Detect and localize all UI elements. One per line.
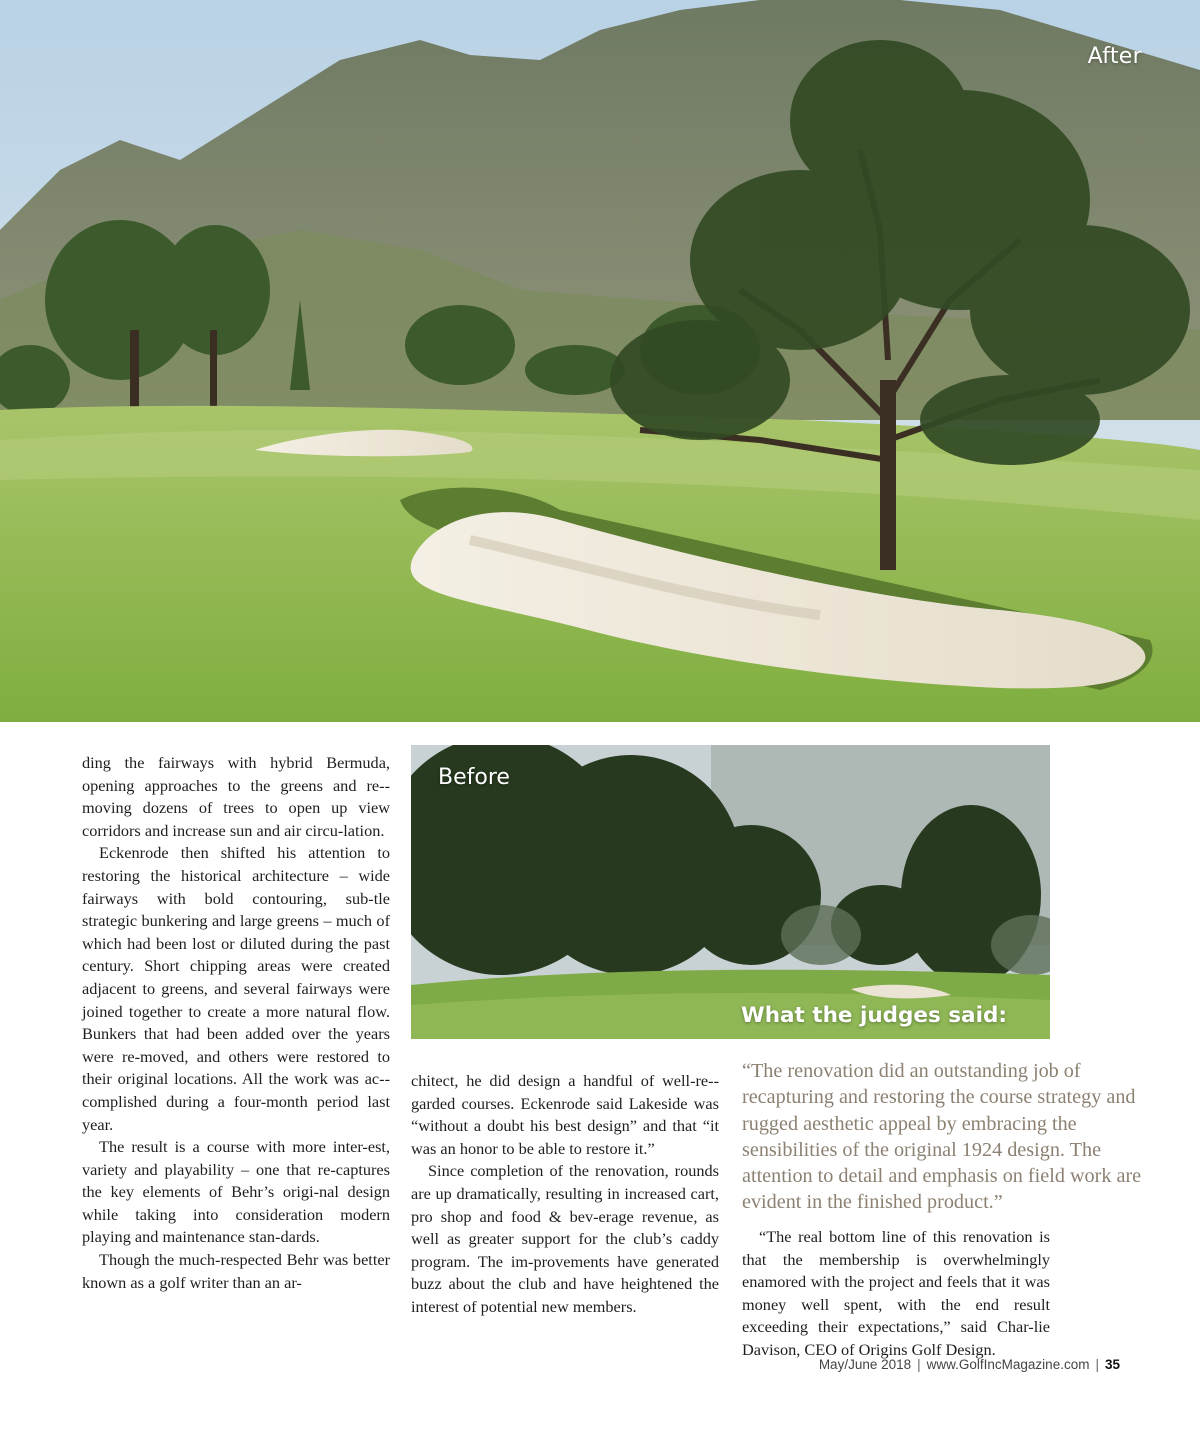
judges-pull-quote: “The renovation did an outstanding job of recapturing and restoring the course strategy and rugged aesthetic appeal by embracing the sensibilities of the original 1924 design. The attention to detail and emphasis on field work are evident in the finished product.” bbox=[742, 1060, 1142, 1214]
issue-date: May/June 2018 bbox=[818, 1357, 912, 1372]
article-column-1 bbox=[82, 752, 390, 1294]
after-label: After bbox=[1087, 44, 1142, 69]
footer-separator: | bbox=[1095, 1357, 1099, 1372]
website-link[interactable]: www.GolfIncMagazine.com bbox=[926, 1357, 1090, 1372]
footer-separator: | bbox=[917, 1357, 921, 1372]
paragraph: Since completion of the renovation, rounds are up dramatically, resulting in increased cart, pro shop and food & bev-erage revenue, as well as greater support for the club’s caddy program. The im-provements have generated buzz about the club and have heightened the interest of potential new members. bbox=[411, 1161, 719, 1316]
paragraph: Though the much-respected Behr was better known as a golf writer than an ar- bbox=[82, 1250, 390, 1292]
article-column-3: “The real bottom line of this renovation is that the membership is overwhelmingly enamored with the project and feels that it was money well spent, with the end result exceeding their expectations,” said Char-lie Davison, CEO of Origins Golf Design. bbox=[742, 1227, 1050, 1359]
paragraph: chitect, he did design a handful of well-re-garded courses. Eckenrode said Lakeside was “without a doubt his best design” and that “it was an honor to be able to restore it.” bbox=[411, 1071, 719, 1158]
judges-heading: What the judges said: bbox=[741, 1003, 1007, 1028]
before-photo bbox=[411, 745, 1050, 1039]
paragraph: The result is a course with more inter-est, variety and playability – one that re-captures the key elements of Behr’s origi-nal design while taking into consideration modern playing and maintenance stan-dards. bbox=[82, 1137, 390, 1247]
paragraph: ding the fairways with hybrid Bermuda, opening approaches to the greens and re-moving dozens of trees to open up view corridors and increase sun and air circu-lation. bbox=[82, 753, 390, 840]
paragraph: Eckenrode then shifted his attention to restoring the historical architecture – wide fairways with bold contouring, sub-tle strategic bunkering and large greens – much of which had been lost or diluted during the past century. Short chipping areas were created adjacent to greens, and several fairways were joined together to create a more natural flow. Bunkers that had been added over the years were re-moved, and others were restored to their original locations. All the work was ac-complished during a four-month period last year. bbox=[82, 843, 390, 1134]
before-label: Before bbox=[438, 765, 510, 790]
page-footer bbox=[760, 1357, 1120, 1372]
article-column-2 bbox=[411, 1070, 719, 1319]
page-number: 35 bbox=[1104, 1357, 1120, 1372]
